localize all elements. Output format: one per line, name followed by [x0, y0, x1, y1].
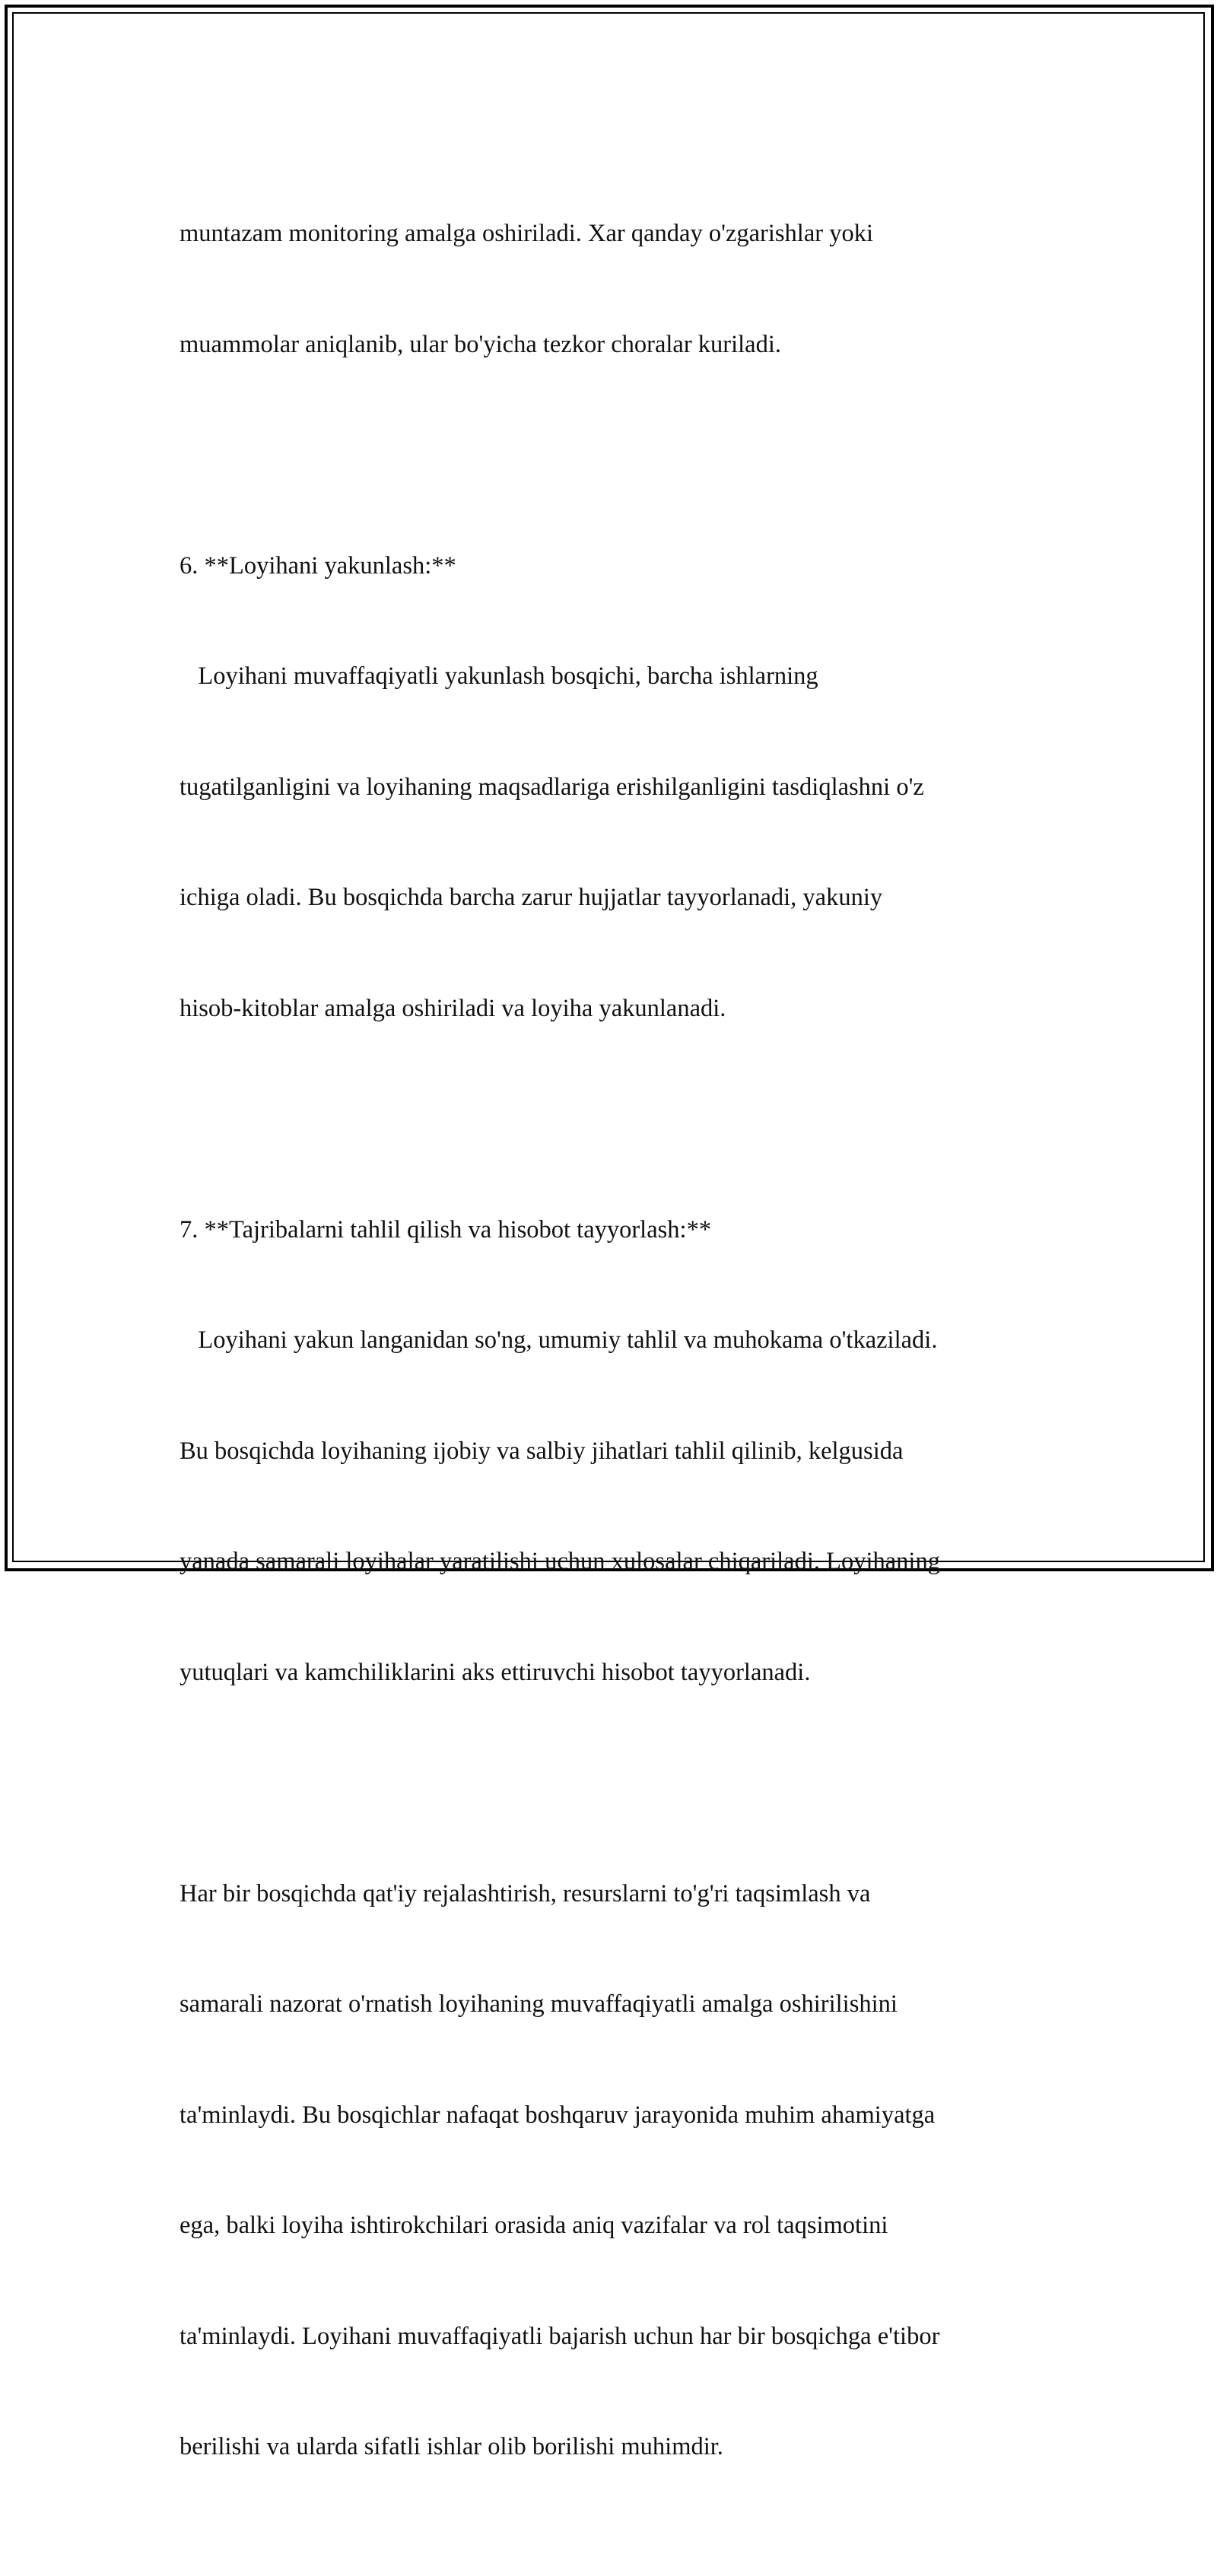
text-line: yutuqlari va kamchiliklarini aks ettiruvchi hisobot tayyorlanadi. [180, 1658, 811, 1686]
text-line: yanada samarali loyihalar yaratilishi uchun xulosalar chiqariladi. Loyihaning [180, 1548, 940, 1575]
paragraph-conclusion [180, 1802, 1047, 2539]
section-heading: 7. **Tajribalarni tahlil qilish va hisobot tayyorlash:** [180, 1215, 712, 1244]
text-line: Bu bosqichda loyihaning ijobiy va salbiy jihatlari tahlil qilinib, kelgusida [180, 1437, 904, 1465]
text-line: Loyihani yakun langanidan so'ng, umumiy tahlil va muhokama o'tkaziladi. [180, 1326, 938, 1354]
text-line: ichiga oladi. Bu bosqichda barcha zarur hujjatlar tayyorlanadi, yakuniy [180, 884, 883, 911]
text-line: Har bir bosqichda qat'iy rejalashtirish, resurslarni to'g'ri taqsimlash va [180, 1879, 871, 1907]
text-line: tugatilganligini va loyihaning maqsadlariga erishilganligini tasdiqlashni o'z [180, 773, 924, 801]
paragraph-monitoring-continuation [180, 141, 1047, 437]
section-6-loyihani-yakunlash [180, 474, 1047, 1101]
text-line: ta'minlaydi. Loyihani muvaffaqiyatli bajarish uchun har bir bosqichga e'tibor [180, 2322, 940, 2350]
text-line: Loyihani muvaffaqiyatli yakunlash bosqichi, barcha ishlarning [180, 662, 818, 690]
text-line: hisob-kitoblar amalga oshiriladi va loyiha yakunlanadi. [180, 994, 726, 1022]
section-7-tajribalarni-tahlil [180, 1138, 1047, 1765]
document-body [180, 141, 1047, 2576]
text-line: ega, balki loyiha ishtirokchilari orasida aniq vazifalar va rol taqsimotini [180, 2212, 888, 2239]
text-line: berilishi va ularda sifatli ishlar olib borilishi muhimdir. [180, 2433, 723, 2460]
text-line: ta'minlaydi. Bu bosqichlar nafaqat boshqaruv jarayonida muhim ahamiyatga [180, 2101, 936, 2129]
text-line: samarali nazorat o'rnatish loyihaning muvaffaqiyatli amalga oshirilishini [180, 1990, 898, 2018]
text-line: muammolar aniqlanib, ular bo'yicha tezkor choralar kuriladi. [180, 330, 781, 358]
text-line: muntazam monitoring amalga oshiriladi. Xar qanday o'zgarishlar yoki [180, 220, 873, 247]
section-heading: 6. **Loyihani yakunlash:** [180, 551, 456, 580]
